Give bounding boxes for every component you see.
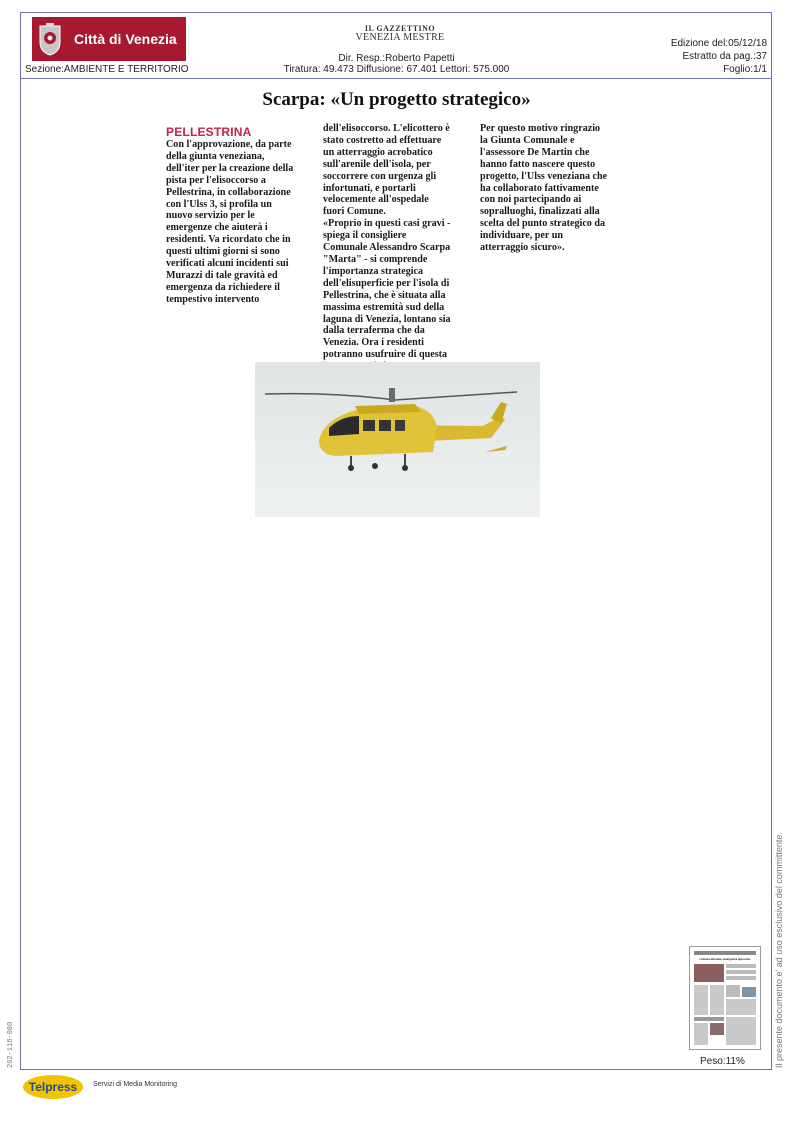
telpress-logo <box>22 1074 84 1100</box>
article-line: soccorrere con urgenza gli <box>323 170 437 182</box>
article-line: con noi partecipando ai <box>480 194 582 206</box>
article-line: atterraggio sicuro». <box>480 242 565 254</box>
article-line: emergenza da richiedere il <box>166 281 280 293</box>
article-line: Murazzi di tale gravità ed <box>166 269 278 281</box>
article-line: con l'Ulss 3, si profila un <box>166 198 272 210</box>
article-line: stato costretto ad effettuare <box>323 134 442 146</box>
telpress-brand: Telpress <box>28 1080 78 1094</box>
article-line: nuovo servizio per le <box>166 210 255 222</box>
article-line: scelta del punto strategico da <box>480 218 606 230</box>
article-line: Venezia. Ora i residenti <box>323 337 424 349</box>
article-line: Pellestrina, che è situata alla <box>323 289 446 301</box>
article-line: Per questo motivo ringrazio <box>480 123 601 134</box>
article-line: potranno usufruire di questa <box>323 349 448 361</box>
article-line: tempestivo intervento <box>166 293 260 305</box>
article-column-1 <box>166 139 293 306</box>
article-line: massima estremità sud della <box>323 301 445 313</box>
page-thumbnail <box>689 946 761 1050</box>
city-crest-icon <box>36 22 64 56</box>
masthead-top: IL GAZZETTINO <box>364 24 436 33</box>
article-line: questi ultimi giorni si sono <box>166 246 280 258</box>
edition-date: Edizione del:05/12/18 <box>670 38 767 49</box>
article-line: progetto, l'Ulss veneziana che <box>480 170 608 182</box>
article-line: residenti. Va ricordato che in <box>166 234 291 246</box>
logo-text: Città di Venezia <box>74 31 177 47</box>
article-column-3 <box>480 123 607 254</box>
article-line: spiega il consigliere <box>323 230 407 242</box>
article-line: dell'iter per la creazione della <box>166 162 294 174</box>
article-line: fuori Comune. <box>323 206 386 218</box>
article-line: l'importanza strategica <box>323 265 424 277</box>
article-title: Scarpa: «Un progetto strategico» <box>262 89 531 110</box>
thumbnail-headline: «Vencia affonda, emergenze ignorate» <box>699 957 751 961</box>
article-line: dalla terraferma che da <box>323 325 425 337</box>
director-line: Dir. Resp.:Roberto Papetti <box>338 53 455 64</box>
article-line: Con l'approvazione, da parte <box>166 139 292 150</box>
article-line: della giunta veneziana, <box>166 150 265 162</box>
article-line: emergenze che aiuterà i <box>166 222 268 234</box>
header-divider <box>20 78 772 79</box>
article-line: individuare, per un <box>480 230 563 242</box>
sheet-count: Foglio:1/1 <box>723 64 767 75</box>
article-line: dell'elisoccorso. L'elicottero è <box>323 123 450 134</box>
article-line: pista per l'elisoccorso a <box>166 174 266 186</box>
article-kicker: PELLESTRINA <box>166 125 252 139</box>
circulation-stats: Tiratura: 49.473 Diffusione: 67.401 Lettori: 575.000 <box>283 64 510 75</box>
article-column-2 <box>323 123 451 373</box>
article-line: la Giunta Comunale e <box>480 134 575 146</box>
article-line: verificati alcuni incidenti sui <box>166 258 289 270</box>
article-line: l'assessore De Martin che <box>480 146 590 158</box>
article-line: ha collaborato fattivamente <box>480 182 599 194</box>
disclaimer-note: Il presente documento e' ad uso esclusivo del committente. <box>774 832 784 1068</box>
article-line: Pellestrina, in collaborazione <box>166 186 291 198</box>
article-line: hanno fatto nascere questo <box>480 158 596 170</box>
helicopter-photo <box>255 362 540 517</box>
masthead-bottom: VENEZIA MESTRE <box>355 32 445 43</box>
article-line: Comunale Alessandro Scarpa <box>323 242 451 254</box>
article-line: dell'elisuperficie per l'isola di <box>323 277 450 289</box>
footer-tagline: Servizi di Media Monitoring <box>93 1081 178 1088</box>
section-label: Sezione:AMBIENTE E TERRITORIO <box>25 64 189 75</box>
article-line: sull'arenile dell'isola, per <box>323 158 431 170</box>
source-page: Estratto da pag.:37 <box>682 51 767 62</box>
thumbnail-preview <box>690 947 760 1049</box>
article-line: «Proprio in questi casi gravi - <box>323 218 451 230</box>
article-line: infortunati, e portarli <box>323 182 416 194</box>
article-line: sopralluoghi, finalizzati alla <box>480 206 600 218</box>
weight-label: Peso:11% <box>700 1056 745 1067</box>
newspaper-masthead <box>330 24 470 43</box>
article-line: velocemente all'ospedale <box>323 194 429 206</box>
document-code: 262-116-080 <box>7 1021 15 1068</box>
article-line: "Marta" - si comprende <box>323 253 428 265</box>
article-line: un atterraggio acrobatico <box>323 146 433 158</box>
article-line: laguna di Venezia, lontano sia <box>323 313 451 325</box>
